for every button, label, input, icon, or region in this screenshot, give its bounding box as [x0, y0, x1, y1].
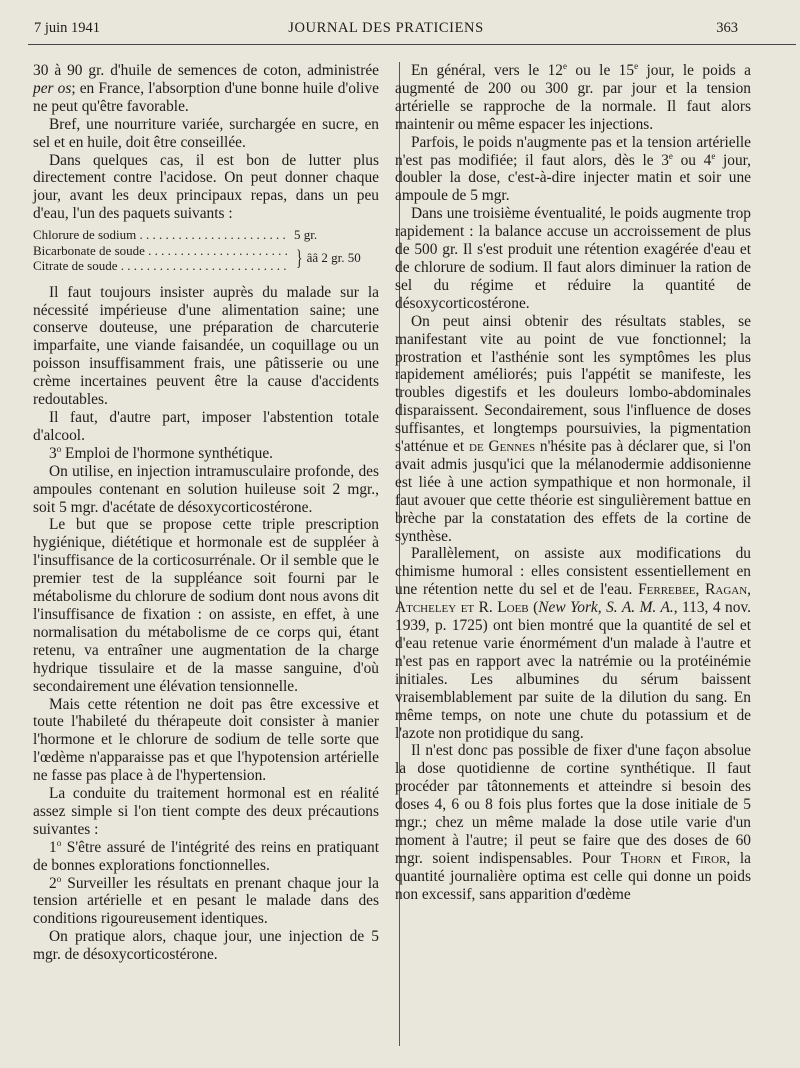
- list-item: 1$^o$ S'être assuré de l'intégrité des reins en pratiquant de bonnes explorations fonctionnelles.: [33, 837, 379, 874]
- paragraph: On peut ainsi obtenir des résultats stables, se manifestant vite au point de vue fonctionnel; la prostration et l'asthénie sont les symptômes les plus rapidement améliorés; puis l'appétit se manifeste, les troubles digestifs et les douleurs lombo-abdominales disparaissent. Secondairement, sous l'influence de doses suffisantes, et longtemps poursuivies, la pigmentation s'atténue et de Gennes n'hésite pas à déclarer que, si l'on avait admis jusqu'ici que la mélanodermie addisonienne est liée à une action sympathique et non hormonale, il faut avouer que cette théorie est singulièrement battue en brèche par la constatation des effets de la cortine de synthèse.: [395, 312, 752, 545]
- author-name: de Gennes: [469, 438, 536, 456]
- author-name: Firor: [691, 849, 727, 867]
- prescription-item: Chlorure de sodium: [33, 227, 137, 243]
- right-column: [395, 62, 751, 904]
- author-name: Thorn: [620, 849, 662, 867]
- prescription-item: Citrate de soude: [33, 258, 118, 274]
- journal-title: JOURNAL DES PRATICIENS: [288, 20, 484, 36]
- section-heading: 3$^o$ Emploi de l'hormone synthétique.: [49, 443, 273, 462]
- paragraph: Il faut toujours insister auprès du malade sur la nécessité impérieuse d'une alimentation saine; une conserve douteuse, une préparation de charcuterie imparfaite, une viande faisandée, un coquillage ou un poisson insuffisamment frais, une pâtisserie ou une crème incertaines peuvent être la cause d'accidents redoutables.: [33, 283, 379, 409]
- page-number: 363: [716, 20, 738, 36]
- paragraph: Bref, une nourriture variée, surchargée en sucre, en sel et en huile, doit être conseillée.: [33, 115, 379, 151]
- prescription-dose: 5 gr.: [294, 227, 318, 243]
- paragraph: Parallèlement, on assiste aux modifications du chimisme humoral : elles consistent essentiellement en une rétention nette du sel et de l'eau. Ferrebee, Ragan, Atcheley et R. Loeb (New York, S. A. M. A., 113, 4 nov. 1939, p. 1725) ont bien montré que la quantité de sel et d'eau retenue varie énormément d'un malade à l'autre et n'est pas en rapport avec la natrémie ou la protéinémie initiales. Les albumines du sérum baissent vraisemblablement par suite de la dilution du sang. En même temps, on note une chute du potassium et de l'azote non protidique du sang.: [395, 545, 751, 742]
- list-item: 2$^o$ Surveiller les résultats en prenant chaque jour la tension artérielle et en pesant le malade dans des conditions rigoureusement identiques.: [33, 873, 379, 928]
- paragraph: On pratique alors, chaque jour, une injection de 5 mgr. de désoxycorticostérone.: [33, 928, 379, 964]
- author-names: Ferrebee, Ragan, Atcheley et R. Loeb: [395, 581, 751, 617]
- prescription-item: Bicarbonate de soude: [33, 242, 145, 258]
- issue-date: 7 juin 1941: [34, 20, 101, 36]
- prescription-dose: ââ 2 gr. 50: [306, 250, 361, 266]
- header-rule: [28, 44, 796, 45]
- paragraph: Il n'est donc pas possible de fixer d'une façon absolue la dose quotidienne de cortine synthétique. Il faut procéder par tâtonnements et atteindre si besoin des doses 4, 6 ou 8 fois plus fortes que la dose initiale de 5 mgr.; chez un même malade la dose utile varie d'un moment à l'autre; il peut se faire que des doses de 60 mgr. soient indispensables. Pour Thorn et Firor, la quantité journalière optima est celle qui donne un poids non excessif, sans apparition d'œdème: [395, 742, 751, 903]
- brace-symbol: }: [296, 245, 303, 271]
- citation-journal: New York, S. A. M. A.: [538, 599, 674, 617]
- paragraph: 30 à 90 gr. d'huile de semences de coton, administrée per os; en France, l'absorption d'une bonne huile d'olive ne peut qu'être favorable.: [33, 62, 379, 115]
- paragraph: Dans une troisième éventualité, le poids augmente trop rapidement : la balance accuse un accroissement de plus de 500 gr. Il s'est produit une rétention exagérée d'eau et de chlorure de sodium. Il faut alors diminuer la ration de sel du régime et réduire la quantité de désoxycorticostérone.: [395, 205, 751, 312]
- paragraph: On utilise, en injection intramusculaire profonde, des ampoules contenant en solution huileuse soit 2 mgr., soit 5 mgr. d'acétate de désoxycorticostérone.: [33, 462, 379, 516]
- prescription-list: [33, 227, 379, 274]
- page-header: [34, 20, 738, 40]
- paragraph: En général, vers le 12e ou le 15e jour, le poids a augmenté de 200 ou 300 gr. par jour et la tension artérielle se rapproche de la normale. Il faut alors maintenir ou même espacer les injections.: [395, 61, 751, 133]
- paragraph: Il faut, d'autre part, imposer l'abstention totale d'alcool.: [33, 409, 379, 444]
- paragraph: Mais cette rétention ne doit pas être excessive et toute l'habileté du thérapeute doit consister à manier l'hormone et le chlorure de sodium de telle sorte que l'œdème n'apparaisse pas et que l'hypotension artérielle ne fasse pas place à de l'hypertension.: [33, 695, 379, 785]
- paragraph: Parfois, le poids n'augmente pas et la tension artérielle n'est pas modifiée; il faut alors, dès le 3e ou 4e jour, doubler la dose, c'est-à-dire injecter matin et soir une ampoule de 5 mgr.: [395, 133, 751, 205]
- paragraph: Le but que se propose cette triple prescription hygiénique, diététique et hormonale est de suppléer à l'insuffisance de la corticosurrénale. Or il semble que le premier test de la suppléance soit fourni par le métabolisme du chlorure de sodium dont nous avons dit l'insuffisance de fixation : on assiste, en effet, à une normalisation du métabolisme de ce corps qui, étant retenu, va entraîner une augmentation de la charge hydrique tissulaire et de la masse sanguine, d'où secondairement une élévation tensionnelle.: [33, 516, 379, 695]
- left-column: [33, 62, 379, 964]
- paragraph: La conduite du traitement hormonal est en réalité assez simple si l'on tient compte des deux précautions suivantes :: [33, 785, 379, 838]
- paragraph: Dans quelques cas, il est bon de lutter plus directement contre l'acidose. On peut donner chaque jour, avant les deux principaux repas, dans un peu d'eau, l'un des paquets suivants :: [33, 151, 379, 223]
